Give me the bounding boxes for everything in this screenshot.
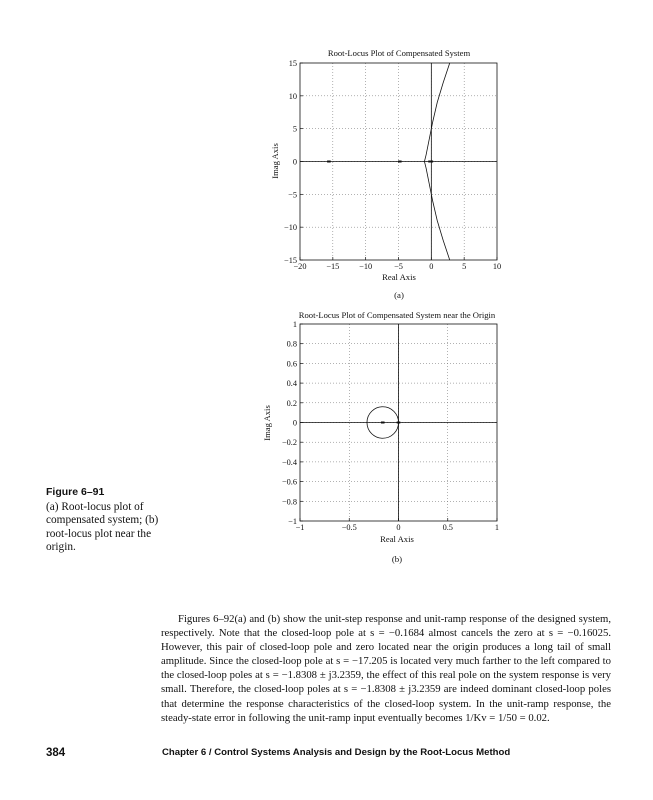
pole-zero-marker [397,422,401,424]
figure-caption [46,486,161,555]
y-tick-label: 0.8 [286,339,297,349]
y-tick-label: 0 [292,418,297,428]
y-tick-label: 5 [292,124,297,134]
y-tick-label: 0 [292,157,297,167]
y-tick-label: 0.4 [286,379,297,389]
x-tick-label: −0.5 [341,523,357,532]
y-tick-label: 15 [288,59,297,68]
body-text [161,612,611,725]
y-tick-label: −15 [284,256,297,265]
plot-a-ylabel: Imag Axis [270,143,280,179]
plot-b-title: Root-Locus Plot of Compensated System near the Origin [298,310,496,320]
x-tick-label: −20 [293,262,307,271]
plot-b-ylabel: Imag Axis [262,405,272,441]
y-tick-label: −0.6 [281,477,297,487]
x-tick-label: 0.5 [442,523,453,532]
plot-b-label: (b) [391,554,403,564]
y-tick-label: 0.6 [286,359,297,369]
x-tick-label: −5 [394,262,403,271]
x-tick-label: 0 [429,262,434,271]
pole-zero-marker [430,161,434,163]
x-tick-label: −15 [326,262,340,271]
figure-number: Figure 6–91 [46,486,105,498]
root-locus-plot-a [270,48,501,300]
body-paragraph: Figures 6–92(a) and (b) show the unit-step response and unit-ramp response of the designed system, respectively. Note that the closed-loop pole at s = −0.1684 almost cancels the zero at s = −0.16025. However, this pair of closed-loop pole and zero located near the origin produces a long tail of small amplitude. Since the closed-loop pole at s = −17.205 is located very much farther to the left compared to the closed-loop poles at s = −1.8308 ± j3.2359, the effect of this real pole on the system response is very small. Therefore, the closed-loop poles at s = −1.8308 ± j3.2359 are indeed dominant closed-loop poles that determine the response characteristics of the closed-loop system. In the unit-ramp response, the steady-state error in following the unit-ramp input eventually becomes 1/Kv = 1/50 = 0.02. [161,613,611,724]
figure-caption-text: (a) Root-locus plot of compensated system; (b) root-locus plot near the origin. [46,500,159,554]
plot-b-xlabel: Real Axis [380,534,414,544]
y-tick-label: 0.2 [286,398,297,408]
root-locus-plot-b [262,310,499,564]
pole-zero-marker [381,422,385,424]
x-tick-label: 5 [462,262,467,271]
plot-a-label: (a) [394,290,404,300]
y-tick-label: −1 [288,517,297,526]
page-number: 384 [46,747,66,759]
y-tick-label: −0.4 [281,457,297,467]
x-tick-label: 0 [396,523,401,532]
y-tick-label: 1 [292,320,297,329]
y-tick-label: −0.8 [281,497,297,507]
x-tick-label: 1 [494,523,500,532]
y-tick-label: 10 [288,91,297,101]
plot-a-xlabel: Real Axis [382,272,416,282]
y-tick-label: −5 [288,190,297,200]
x-tick-label: −10 [359,262,373,271]
chapter-running-footer: Chapter 6 / Control Systems Analysis and Design by the Root-Locus Method [162,747,511,758]
x-tick-label: −1 [295,523,305,532]
plot-a-title: Root-Locus Plot of Compensated System [327,48,471,58]
x-tick-label: 10 [492,262,502,271]
pole-zero-marker [398,161,402,163]
y-tick-label: −0.2 [281,438,297,448]
y-tick-label: −10 [284,223,297,233]
pole-zero-marker [327,161,331,163]
